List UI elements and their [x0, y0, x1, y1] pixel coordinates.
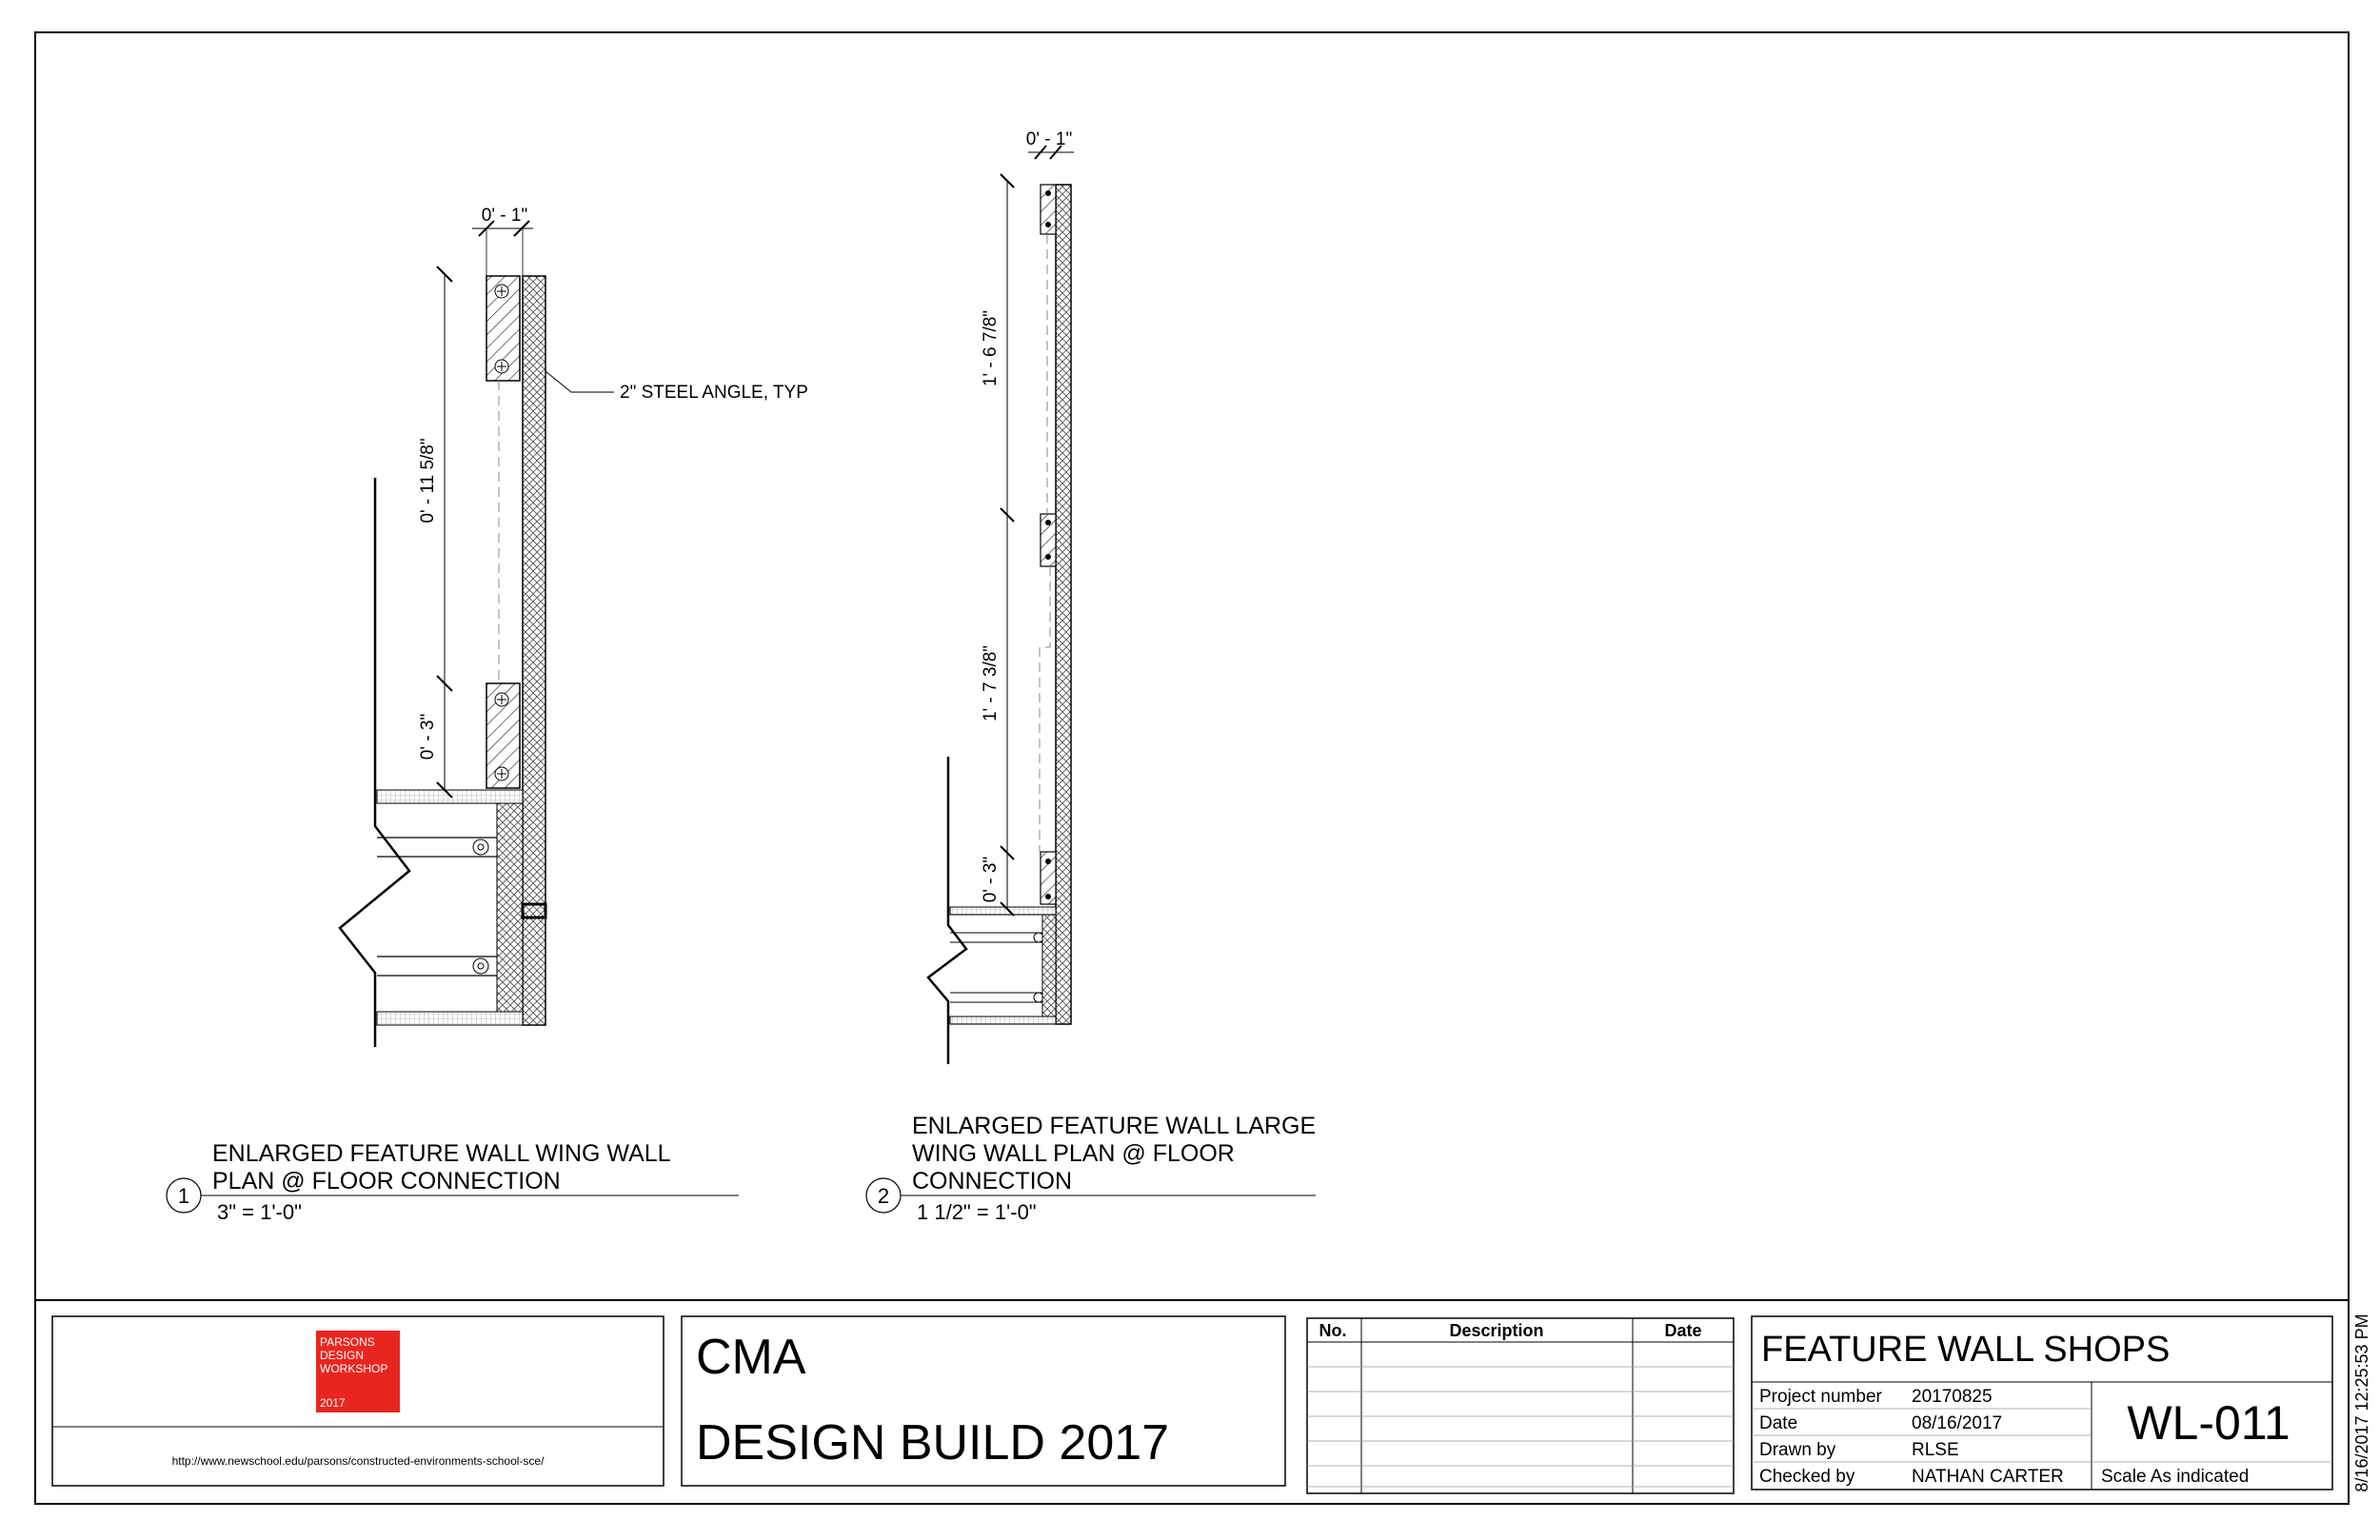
detail-1-dim-top: 0' - 1" [481, 206, 528, 226]
detail-1-title-line1: ENLARGED FEATURE WALL WING WALL [212, 1140, 671, 1167]
veneer-wall-2 [1056, 185, 1071, 1024]
checked-by-value: NATHAN CARTER [1912, 1467, 2064, 1487]
detail-1-dim-span: 0' - 11 5/8" [418, 438, 438, 523]
logo-line-2: DESIGN [320, 1349, 365, 1362]
detail-1-dim-bottom: 0' - 3" [418, 713, 438, 760]
detail-2-scale: 1 1/2" = 1'-0" [917, 1200, 1037, 1224]
client-name: CMA [696, 1330, 806, 1385]
detail-2-dim-top: 0' - 1" [1025, 129, 1073, 149]
checked-by-label: Checked by [1759, 1467, 1855, 1487]
revision-header-date: Date [1664, 1321, 1702, 1340]
logo-line-3: WORKSHOP [320, 1362, 388, 1375]
school-url[interactable]: http://www.newschool.edu/parsons/constructed-environments-school-sce/ [171, 1454, 545, 1468]
logo-line-4: 2017 [320, 1396, 346, 1410]
detail-2-number: 2 [877, 1184, 890, 1208]
drawn-by-label: Drawn by [1759, 1440, 1836, 1460]
scale-note: Scale As indicated [2101, 1467, 2250, 1487]
revision-header-description: Description [1449, 1321, 1544, 1340]
detail-1-number: 1 [177, 1184, 190, 1208]
break-line-1 [340, 478, 409, 1047]
detail-2-title-line3: CONNECTION [912, 1168, 1073, 1194]
detail-2-drawing [928, 146, 1074, 1064]
detail-2-dim-span-lower: 1' - 7 3/8" [981, 644, 1001, 722]
revision-table [1307, 1318, 1734, 1493]
revision-header-no: No. [1319, 1321, 1347, 1340]
sheet-border [35, 32, 2349, 1504]
steel-angle-callout: 2" STEEL ANGLE, TYP [620, 383, 808, 403]
date-label: Date [1759, 1413, 1798, 1433]
detail-1-drawing [340, 221, 614, 1047]
detail-1-title-line2: PLAN @ FLOOR CONNECTION [212, 1168, 561, 1194]
detail-2-title-line1: ENLARGED FEATURE WALL LARGE [912, 1113, 1317, 1139]
logo-line-1: PARSONS [320, 1335, 375, 1349]
project-number-label: Project number [1759, 1387, 1882, 1407]
sheet-title: FEATURE WALL SHOPS [1761, 1330, 2171, 1370]
detail-1-scale: 3" = 1'-0" [217, 1200, 302, 1224]
detail-2-dim-span-upper: 1' - 6 7/8" [981, 309, 1001, 387]
veneer-wall-1 [523, 276, 545, 1025]
sheet-number: WL-011 [2127, 1396, 2291, 1450]
detail-2-title-line2: WING WALL PLAN @ FLOOR [912, 1140, 1235, 1167]
date-value: 08/16/2017 [1912, 1413, 2003, 1433]
print-timestamp: 8/16/2017 12:25:53 PM [2352, 1313, 2371, 1492]
project-number-value: 20170825 [1912, 1387, 1993, 1407]
drawn-by-value: RLSE [1912, 1440, 1959, 1460]
project-name: DESIGN BUILD 2017 [696, 1415, 1170, 1471]
detail-2-dim-bottom: 0' - 3" [981, 856, 1001, 903]
